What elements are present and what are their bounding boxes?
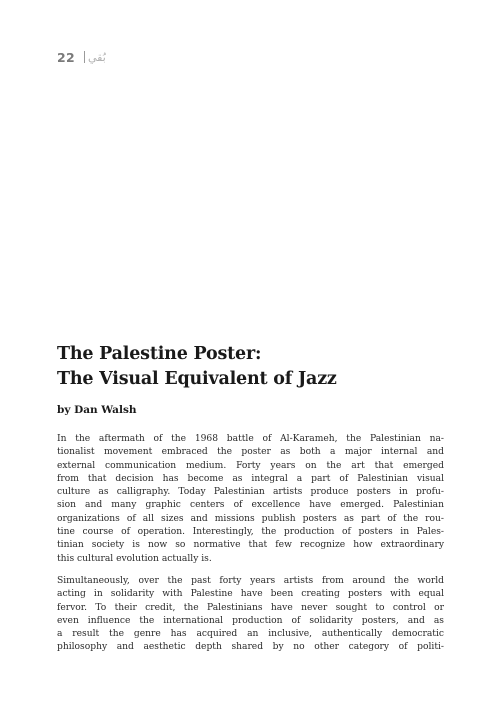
text-line: tinian society is now so normative that few recognize how extraordinary [57, 540, 444, 551]
text-line: In the aftermath of the 1968 battle of Al-Karameh, the Palestinian na- [57, 434, 444, 444]
article-title-line-2: The Visual Equivalent of Jazz [57, 369, 337, 389]
article-byline: by Dan Walsh [57, 404, 137, 416]
page-number: 22 [57, 49, 75, 65]
text-line: acting in solidarity with Palestine have been creating posters with equal [57, 589, 444, 600]
article-title-line-1: The Palestine Poster: [57, 344, 262, 364]
body-paragraph-2 [57, 575, 444, 655]
text-line: sion and many graphic centers of excellence have emerged. Palestinian [57, 500, 444, 511]
text-line: this cultural evolution actually is. [57, 553, 212, 564]
text-line: tine course of operation. Interestingly, the production of posters in Pales- [57, 527, 444, 538]
text-line: from that decision has become as integral a part of Palestinian visual [57, 473, 444, 484]
text-line: tionalist movement embraced the poster as both a major internal and [57, 447, 444, 458]
running-header [57, 48, 106, 66]
text-line: culture as calligraphy. Today Palestinian artists produce posters in profu- [57, 487, 444, 498]
article-title [57, 342, 337, 392]
text-line: even influence the international production of solidarity posters, and as [57, 615, 444, 626]
text-line: external communication medium. Forty years on the art that emerged [57, 460, 444, 471]
header-divider [84, 51, 85, 63]
publication-logo: بُقي [88, 50, 106, 64]
text-line: Simultaneously, over the past forty years artists from around the world [57, 576, 444, 586]
text-line: a result the genre has acquired an inclusive, authentically democratic [57, 629, 444, 640]
text-line: fervor. To their credit, the Palestinians have never sought to control or [57, 602, 444, 613]
text-line: philosophy and aesthetic depth shared by no other category of politi- [57, 642, 444, 653]
body-paragraph-1 [57, 433, 444, 566]
text-line: organizations of all sizes and missions publish posters as part of the rou- [57, 513, 444, 524]
